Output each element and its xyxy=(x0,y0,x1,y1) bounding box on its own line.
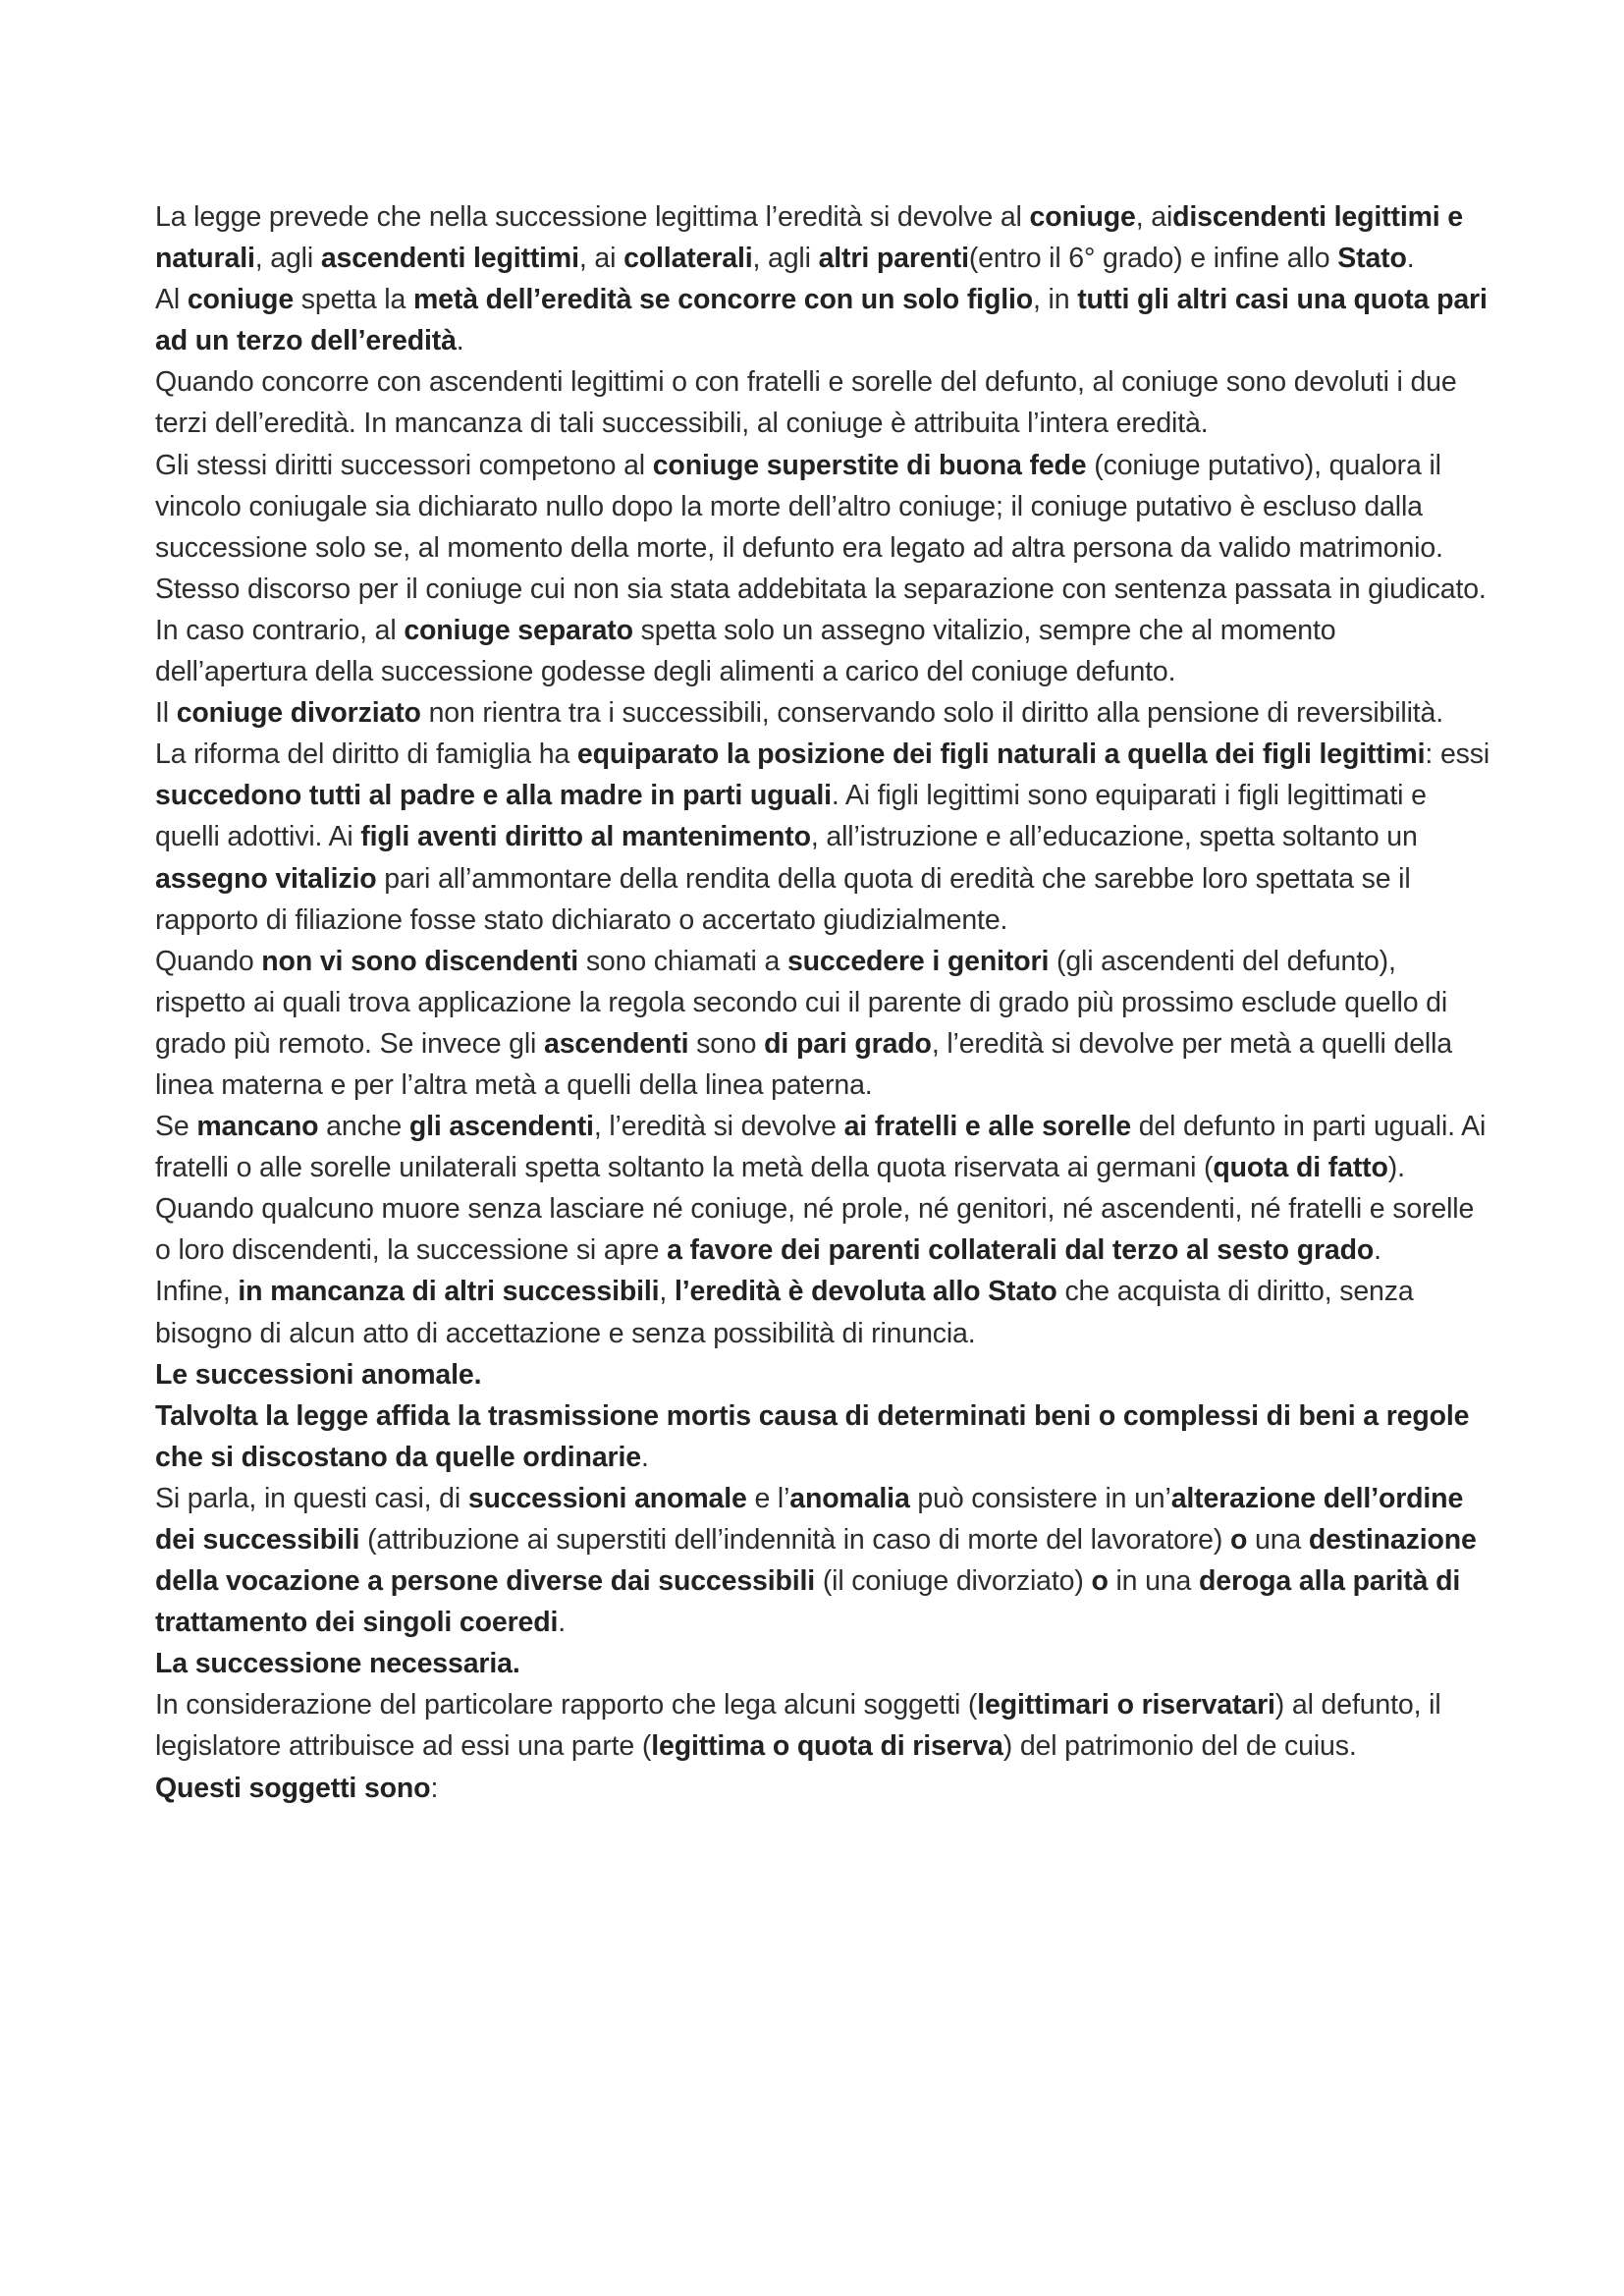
text-run: . Ai figli legittimi sono equiparati i figli legittimati e quelli adottivi. Ai xyxy=(155,780,1427,853)
paragraph xyxy=(155,1188,1490,1271)
text-run: non rientra tra i successibili, conservando solo il diritto alla pensione di reversibilità. xyxy=(420,697,1444,730)
text-run: . xyxy=(1406,243,1415,275)
text-run: Gli stessi diritti successori competono al xyxy=(155,449,653,481)
bold-text: legittima o quota di riserva xyxy=(651,1730,1003,1763)
text-run: ). xyxy=(1387,1152,1405,1184)
text-run: . xyxy=(1374,1234,1381,1267)
paragraph xyxy=(155,1354,1490,1395)
paragraph xyxy=(155,941,1490,1106)
text-run: (il coniuge divorziato) xyxy=(815,1565,1092,1598)
paragraph xyxy=(155,1395,1490,1478)
text-run: In considerazione del particolare rapporto che lega alcuni soggetti ( xyxy=(155,1689,978,1722)
paragraph xyxy=(155,279,1490,361)
text-run: , ai xyxy=(1135,201,1173,233)
bold-text: Le successioni anomale. xyxy=(155,1358,482,1391)
bold-text: gli ascendenti xyxy=(408,1111,594,1143)
text-run: ) del patrimonio del de cuius. xyxy=(1002,1730,1357,1763)
text-run: , l’eredità si devolve per metà a quelli della linea materna e per l’altra metà a quelli della linea paterna. xyxy=(155,1027,1452,1101)
text-run: , agli xyxy=(752,243,819,275)
bold-text: deroga alla parità di trattamento dei singoli coeredi xyxy=(155,1565,1461,1639)
bold-text: collaterali xyxy=(623,243,753,275)
bold-text: succedono tutti al padre e alla madre in parti uguali xyxy=(155,780,832,812)
text-run: , in xyxy=(1033,284,1078,316)
bold-text: Stato xyxy=(1337,243,1407,275)
bold-text: coniuge xyxy=(187,284,295,316)
paragraph xyxy=(155,1684,1490,1767)
document-body xyxy=(155,196,1490,1809)
bold-text: alterazione dell’ordine dei successibili xyxy=(155,1482,1464,1556)
bold-text: Questi soggetti sono xyxy=(155,1772,431,1804)
bold-text: tutti gli altri casi una quota pari ad un terzo dell’eredità xyxy=(155,284,1488,357)
text-run: (coniuge putativo), qualora il vincolo coniugale sia dichiarato nullo dopo la morte dell’altro coniuge; il coniuge putativo è escluso dalla successione solo se, al momento della morte, il defunto era legato ad altra persona da valido matrimonio. xyxy=(155,449,1443,564)
text-run: : essi xyxy=(1425,738,1490,771)
bold-text: mancano xyxy=(196,1111,319,1143)
text-run: una xyxy=(1247,1524,1309,1556)
text-run: del defunto in parti uguali. Ai fratelli o alle sorelle unilaterali spetta soltanto la metà della quota riservata ai germani ( xyxy=(155,1111,1487,1184)
bold-text: figli aventi diritto al mantenimento xyxy=(360,821,811,853)
text-run: : xyxy=(430,1772,439,1804)
text-run: spetta solo un assegno vitalizio, sempre che al momento dell’apertura della successione godesse degli alimenti a carico del coniuge defunto. xyxy=(155,614,1336,688)
paragraph xyxy=(155,361,1490,444)
bold-text: ai fratelli e alle sorelle xyxy=(843,1111,1131,1143)
text-run: spetta la xyxy=(294,284,413,316)
paragraph xyxy=(155,1643,1490,1684)
bold-text: a favore dei parenti collaterali dal terzo al sesto grado xyxy=(667,1234,1375,1267)
text-run: Quando concorre con ascendenti legittimi o con fratelli e sorelle del defunto, al coniuge sono devoluti i due terzi dell’eredità. In mancanza di tali successibili, al coniuge è attribuita l’intera eredità. xyxy=(155,366,1457,440)
text-run: in una xyxy=(1108,1565,1200,1598)
paragraph xyxy=(155,196,1490,279)
bold-text: succedere i genitori xyxy=(786,945,1050,977)
bold-text: quota di fatto xyxy=(1213,1152,1388,1184)
text-run: La legge prevede che nella successione legittima l’eredità si devolve al xyxy=(155,201,1030,233)
text-run: La riforma del diritto di famiglia ha xyxy=(155,738,577,771)
bold-text: in mancanza di altri successibili xyxy=(238,1276,660,1308)
bold-text: assegno vitalizio xyxy=(155,862,377,895)
text-run: Si parla, in questi casi, di xyxy=(155,1482,468,1514)
text-run: , all’istruzione e all’educazione, spetta soltanto un xyxy=(810,821,1418,853)
text-run: Al xyxy=(155,284,188,316)
bold-text: anomalia xyxy=(789,1482,910,1514)
text-run: Quando qualcuno muore senza lasciare né coniuge, né prole, né genitori, né ascendenti, né fratelli e sorelle o loro discendenti, la successione si apre xyxy=(155,1193,1475,1267)
paragraph xyxy=(155,1106,1490,1188)
text-run: (attribuzione ai superstiti dell’indennità in caso di morte del lavoratore) xyxy=(359,1524,1230,1556)
text-run: Il xyxy=(155,697,177,730)
text-run: , agli xyxy=(254,243,321,275)
bold-text: ascendenti xyxy=(544,1027,689,1060)
bold-text: ascendenti legittimi xyxy=(320,243,579,275)
paragraph xyxy=(155,1271,1490,1353)
text-run: pari all’ammontare della rendita della quota di eredità che sarebbe loro spettata se il rapporto di filiazione fosse stato dichiarato o accertato giudizialmente. xyxy=(155,862,1411,936)
text-run: che acquista di diritto, senza bisogno di alcun atto di accettazione e senza possibilità di rinuncia. xyxy=(155,1276,1414,1349)
bold-text: coniuge divorziato xyxy=(176,697,421,730)
bold-text: coniuge xyxy=(1029,201,1136,233)
bold-text: successioni anomale xyxy=(467,1482,747,1514)
bold-text: l’eredità è devoluta allo Stato xyxy=(674,1276,1057,1308)
text-run: e l’ xyxy=(746,1482,790,1514)
text-run: . xyxy=(640,1441,649,1473)
bold-text: Talvolta la legge affida la trasmissione mortis causa di determinati beni o complessi di beni a regole che si discostano da quelle ordinarie xyxy=(155,1399,1470,1473)
text-run: sono chiamati a xyxy=(578,945,787,977)
paragraph xyxy=(155,1478,1490,1643)
paragraph xyxy=(155,1768,1490,1809)
bold-text: legittimari o riservatari xyxy=(977,1689,1275,1722)
text-run: anche xyxy=(318,1111,409,1143)
text-run: In caso contrario, al xyxy=(155,614,405,646)
text-run: , xyxy=(659,1276,675,1308)
bold-text: discendenti legittimi e naturali xyxy=(155,201,1464,275)
text-run: sono xyxy=(688,1027,765,1060)
text-run: , ai xyxy=(578,243,624,275)
bold-text: destinazione della vocazione a persone diverse dai successibili xyxy=(155,1524,1477,1598)
text-run: (entro il 6° grado) e infine allo xyxy=(968,243,1338,275)
paragraph xyxy=(155,445,1490,569)
text-run: ) al defunto, il legislatore attribuisce ad essi una parte ( xyxy=(155,1689,1441,1763)
text-run: (gli ascendenti del defunto), rispetto ai quali trova applicazione la regola secondo cui il parente di grado più prossimo esclude quello di grado più remoto. Se invece gli xyxy=(155,945,1448,1060)
bold-text: altri parenti xyxy=(818,243,969,275)
bold-text: coniuge separato xyxy=(404,614,633,646)
text-run: Stesso discorso per il coniuge cui non sia stata addebitata la separazione con sentenza passata in giudicato. xyxy=(155,573,1487,605)
bold-text: o xyxy=(1091,1565,1109,1598)
paragraph xyxy=(155,692,1490,734)
text-run: . xyxy=(558,1607,567,1639)
text-run: Quando xyxy=(155,945,262,977)
bold-text: La successione necessaria. xyxy=(155,1648,520,1680)
bold-text: coniuge superstite di buona fede xyxy=(652,449,1087,481)
bold-text: di pari grado xyxy=(764,1027,932,1060)
bold-text: equiparato la posizione dei figli naturali a quella dei figli legittimi xyxy=(576,738,1426,771)
bold-text: metà dell’eredità se concorre con un solo figlio xyxy=(412,284,1033,316)
text-run: può consistere in un’ xyxy=(909,1482,1171,1514)
text-run: . xyxy=(456,325,464,357)
bold-text: non vi sono discendenti xyxy=(261,945,579,977)
paragraph xyxy=(155,734,1490,940)
paragraph xyxy=(155,610,1490,692)
bold-text: o xyxy=(1229,1524,1248,1556)
text-run: Infine, xyxy=(155,1276,239,1308)
paragraph xyxy=(155,569,1490,610)
text-run: , l’eredità si devolve xyxy=(593,1111,844,1143)
text-run: Se xyxy=(155,1111,197,1143)
